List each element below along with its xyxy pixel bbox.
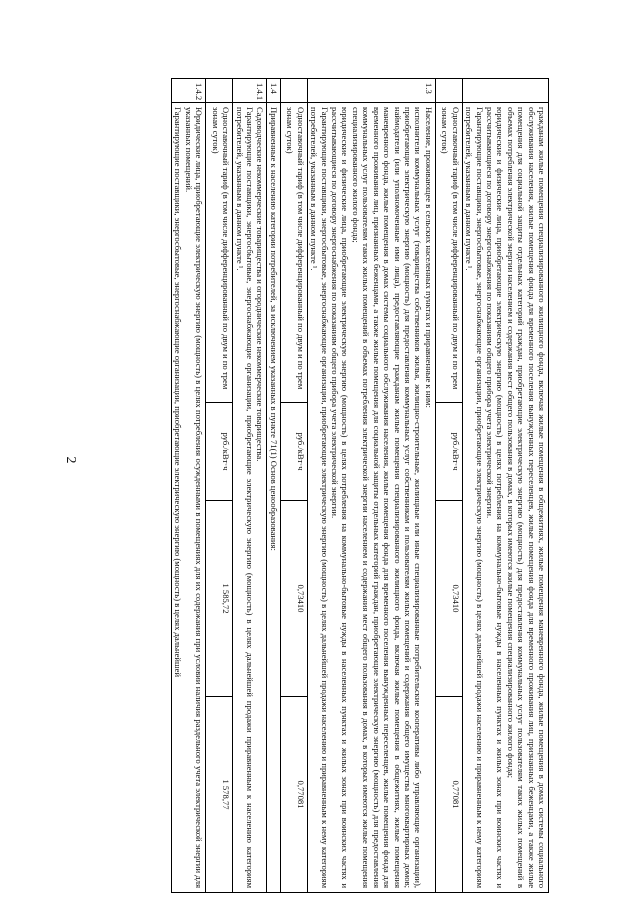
description-paragraph: Гарантирующие поставщики, энергосбытовые, энергоснабжающие организации, приобретающие электрическую энергию (мощность) в целях дальнейшей продажи населению и приравненным к нему категориям потребителей, указанным в данном пункте ¹. — [309, 107, 330, 889]
description-paragraph: исполнители коммунальных услуг (товарищества собственников жилья, жилищно-строительные, жилищные или иные специализированные потребительские кооперативы либо управляющие организации), приобретающие электрическую энергию (мощность) для предоставления коммунальных услуг собственникам и пользователям жилых помещений и содержания общего имущества многоквартирных домов; наймодатели (или уполномоченные ими лица), предоставляющие гражданам жилые помещения специализированного жилищного фонда, включая жилые помещения в общежитиях, жилые помещения маневренного фонда, жилые помещения в домах системы социального обслуживания населения, жилые помещения фонда для временного поселения вынужденных переселенцев, жилые помещения фонда для временного проживания лиц, признанных беженцами, а также жилые помещения для социальной защиты отдельных категорий граждан, приобретающие электрическую энергию (мощность) для предоставления коммунальных услуг пользователям таких жилых помещений в объемах потребления электрической энергии населением и содержания мест общего пользования в домах, в которых имеются жилые помещения специализированного жилого фонда; — [350, 107, 424, 889]
tariff-value-first-half: 0,73410 — [280, 501, 307, 697]
page-number: 2 — [63, 456, 78, 464]
unit-cell: руб./кВт·ч — [435, 403, 462, 501]
tariff-table — [171, 78, 549, 893]
row-number — [280, 79, 307, 103]
unit-cell: руб./кВт·ч — [206, 403, 233, 501]
rotated-page-wrapper — [93, 0, 640, 905]
table-row — [233, 79, 267, 893]
description-paragraph: юридические и физические лица, приобретающие электрическую энергию (мощность) в целях потребления на коммунально-бытовые нужды в населенных пунктах и жилых зонах при воинских частях и рассчитывающиеся по договору энергоснабжения по показаниям общего прибора учета электрической энергии. — [330, 107, 351, 889]
description-paragraph: Население, проживающее в сельских населенных пунктах и приравненные к ним: — [423, 107, 434, 408]
tariff-value-first-half: 0,73410 — [435, 501, 462, 697]
tariff-value-second-half: 0,77081 — [435, 697, 462, 893]
description-paragraph: Гарантирующие поставщики, энергосбытовые, энергоснабжающие организации, приобретающие электрическую энергию (мощность) в целях дальнейшей продажи населению и приравненным к нему категориям потребителей, указанным в данном пункте ¹. — [464, 107, 485, 889]
tariff-label: Одноставочный тариф (в том числе дифференцированный по двум и по трем зонам суток) — [435, 103, 462, 403]
row-number: 1.4.2 — [172, 79, 206, 103]
tariff-label: Одноставочный тариф (в том числе дифференцированный по двум и по трем зонам суток) — [206, 103, 233, 403]
tariff-row — [435, 79, 462, 893]
row-description — [307, 103, 435, 893]
description-paragraph: гражданам жилые помещения специализированного жилищного фонда, включая жилые помещения в общежитиях, жилые помещения маневренного фонда, жилые помещения в домах системы социального обслуживания населения, жилые помещения фонда для временного поселения вынужденных переселенцев, жилые помещения фонда для временного проживания лиц, признанных беженцами, а также жилые помещения для социальной защиты отдельных категорий граждан, приобретающие электрическую энергию (мощность) для предоставления коммунальных услуг пользователям таких жилых помещений в объемах потребления электрической энергии населением и содержания мест общего пользования в домах, в которых имеются жилые помещения специализированного жилого фонда; — [505, 107, 547, 889]
description-paragraph: Приравненные к населению категории потребителей, за исключением указанных в пункте 71(1) Основ ценообразования: — [268, 107, 279, 551]
unit-cell: руб./кВт·ч — [280, 403, 307, 501]
table-row — [172, 79, 206, 893]
row-description — [462, 103, 548, 893]
row-number: 1.4 — [267, 79, 280, 103]
description-paragraph: юридические и физические лица, приобретающие электрическую энергию (мощность) в целях потребления на коммунально-бытовые нужды в населенных пунктах и жилых зонах при воинских частях и рассчитывающиеся по договору энергоснабжения по показаниям общего прибора учета электрической энергии. — [484, 107, 506, 889]
tariff-value-second-half: 1 578,77 — [206, 697, 233, 893]
row-number: 1.4.1 — [233, 79, 267, 103]
table-row — [307, 79, 435, 893]
row-number — [462, 79, 548, 103]
description-paragraph: Садоводческие некоммерческие товарищества и огороднические некоммерческие товарищества. — [255, 107, 266, 462]
tariff-value-second-half: 0,77081 — [280, 697, 307, 893]
tariff-table-body — [172, 79, 549, 893]
tariff-label: Одноставочный тариф (в том числе дифференцированный по двум и по трем зонам суток) — [280, 103, 307, 403]
description-paragraph: Юридические лица, приобретающие электрическую энергию (мощность) в целях потребления осужденными в помещениях для их содержания при условии наличия раздельного учета электрической энергии для указанных помещений. — [183, 107, 205, 889]
row-description — [233, 103, 267, 893]
tariff-value-first-half: 1 585,72 — [206, 501, 233, 697]
tariff-row — [280, 79, 307, 893]
row-number — [206, 79, 233, 103]
table-row — [462, 79, 548, 893]
row-number — [435, 79, 462, 103]
description-paragraph: Гарантирующие поставщики, энергосбытовые, энергоснабжающие организации, приобретающие электрическую энергию (мощность) в целях дальнейшей — [173, 107, 184, 678]
row-description — [172, 103, 206, 893]
table-row — [267, 79, 280, 893]
rotated-page — [93, 0, 640, 905]
description-paragraph: Гарантирующие поставщики, энергосбытовые, энергоснабжающие организации, приобретающие электрическую энергию (мощность) в целях дальнейшей продажи приравненным к населению категориям потребителей, указанным в данном пункте ¹. — [234, 107, 256, 889]
row-number: 1.3 — [307, 79, 435, 103]
tariff-row — [206, 79, 233, 893]
row-description — [267, 103, 280, 893]
